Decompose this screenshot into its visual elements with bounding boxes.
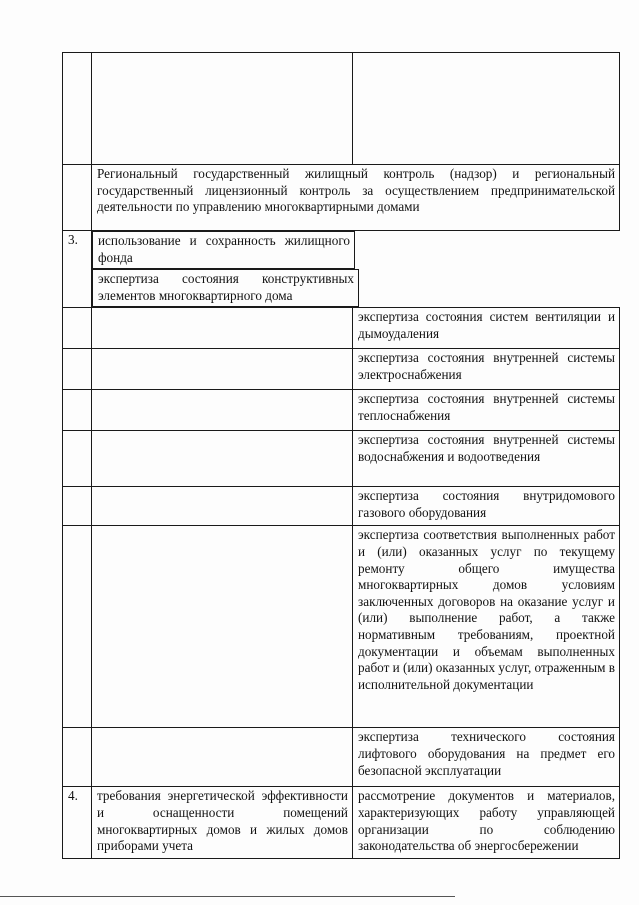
row-number <box>63 487 92 526</box>
row-subject <box>92 431 353 487</box>
row-subject <box>92 487 353 526</box>
row-subject <box>92 526 353 728</box>
table-row <box>63 308 620 349</box>
table-row <box>63 349 620 390</box>
cell-subject <box>92 53 353 165</box>
table-row <box>63 728 620 787</box>
row-number <box>63 349 92 390</box>
row-action: рассмотрение документов и материалов, характеризующих работу управляющей организации по соблюдению законодательства об энергосбережении <box>353 787 620 859</box>
row-number <box>63 431 92 487</box>
row-number: 3. <box>63 231 92 308</box>
table-row <box>63 231 620 308</box>
row-subject <box>92 308 353 349</box>
row-number <box>63 526 92 728</box>
table-row <box>63 526 620 728</box>
row-action: экспертиза состояния конструктивных элементов многоквартирного дома <box>92 269 359 307</box>
row-action: экспертиза состояния внутренней системы теплоснабжения <box>353 390 620 431</box>
row-subject: использование и сохранность жилищного фонда <box>92 231 355 269</box>
inspection-table <box>62 52 620 859</box>
cell-num <box>63 165 92 231</box>
row-number <box>63 308 92 349</box>
section-heading: Региональный государственный жилищный контроль (надзор) и региональный государственный лицензионный контроль за осуществлением предпринимательской деятельности по управлению многоквартирными домами <box>92 165 620 231</box>
row-action: экспертиза состояния внутренней системы электроснабжения <box>353 349 620 390</box>
table-row <box>63 487 620 526</box>
cell-action <box>353 53 620 165</box>
row-number <box>63 390 92 431</box>
row-subject <box>92 349 353 390</box>
row-subject: требования энергетической эффективности и оснащенности помещений многоквартирных домов и жилых домов приборами учета <box>92 787 353 859</box>
table-row-section <box>63 165 620 231</box>
row-action: экспертиза состояния систем вентиляции и дымоудаления <box>353 308 620 349</box>
row-subject <box>92 728 353 787</box>
row-action: экспертиза технического состояния лифтового оборудования на предмет его безопасной эксплуатации <box>353 728 620 787</box>
row-subject <box>92 390 353 431</box>
footer-divider <box>0 896 455 897</box>
cell-num <box>63 53 92 165</box>
row-action: экспертиза состояния внутренней системы водоснабжения и водоотведения <box>353 431 620 487</box>
row-action: экспертиза соответствия выполненных работ и (или) оказанных услуг по текущему ремонту общего имущества многоквартирных домов условиям заключенных договоров на оказание услуг и (или) выполнение работ, а также нормативным требованиям, проектной документации и объемам выполненных работ и (или) оказанных услуг, отраженным в исполнительной документации <box>353 526 620 728</box>
table-row <box>63 787 620 859</box>
row-number <box>63 728 92 787</box>
table-row <box>63 431 620 487</box>
table-row <box>63 390 620 431</box>
row-number: 4. <box>63 787 92 859</box>
table-row-empty-top <box>63 53 620 165</box>
row-action: экспертиза состояния внутридомового газового оборудования <box>353 487 620 526</box>
